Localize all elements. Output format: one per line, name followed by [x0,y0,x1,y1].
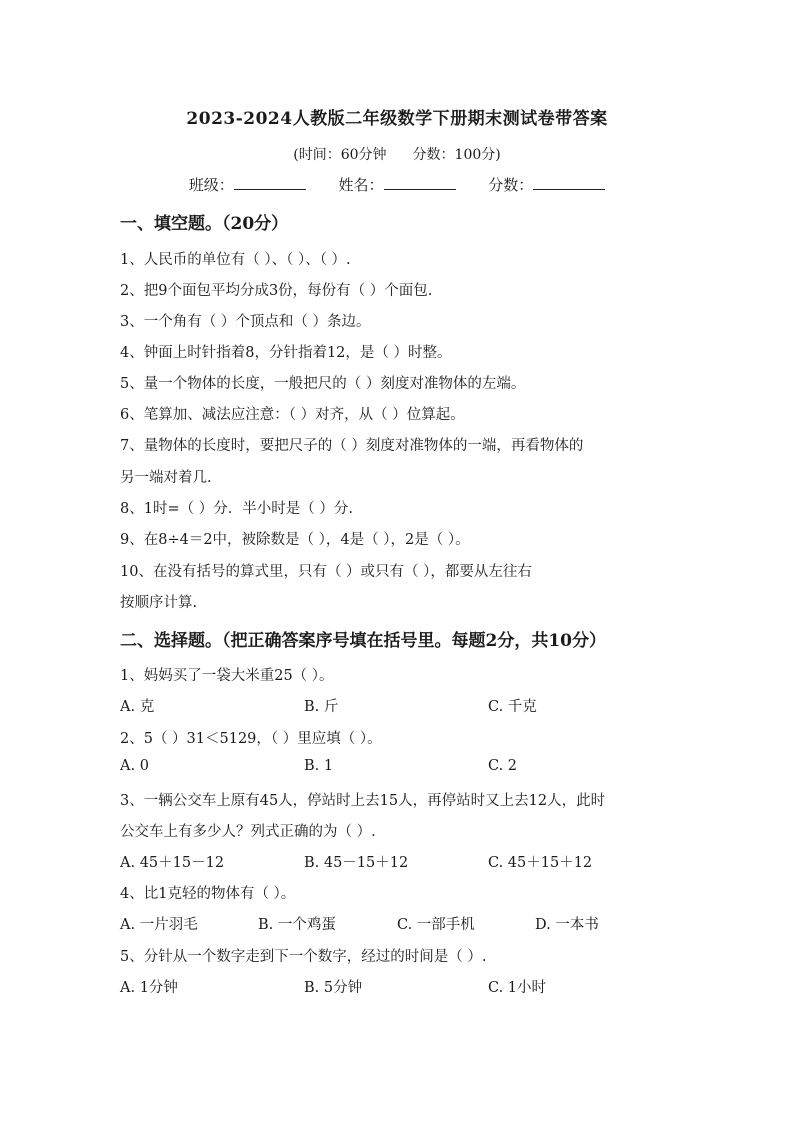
option-a[interactable]: A. 1分钟 [120,980,178,996]
option-c[interactable]: C. 一部手机 [397,917,475,933]
question-line: 2、把9个面包平均分成3份，每份有（ ）个面包. [120,283,433,299]
choice-question: 5、分针从一个数字走到下一个数字，经过的时间是（ ）. [120,949,487,965]
name-field [338,174,455,195]
section-choice-title: 二、选择题。（把正确答案序号填在括号里。每题2分，共10分） [120,631,606,651]
option-a[interactable]: A. 一片羽毛 [120,917,198,933]
page-title: 2023-2024人教版二年级数学下册期末测试卷带答案 [186,109,608,129]
score-field [488,174,605,195]
student-info-row [0,174,794,195]
class-label: 班级： [188,176,234,194]
total-score: 分数：100分) [412,147,501,163]
option-c[interactable]: C. 1小时 [488,980,547,996]
question-line-continued: 按顺序计算. [120,595,198,611]
class-field [189,174,306,195]
choice-question: 2、5（ ）31＜5129，（ ）里应填（ ）。 [120,731,382,747]
question-line: 5、量一个物体的长度，一般把尺的（ ）刻度对准物体的左端。 [120,376,526,392]
choice-question: 1、妈妈买了一袋大米重25（ ）。 [120,668,334,684]
question-line: 1、人民币的单位有（ ）、（ ）、（ ）. [120,252,351,268]
option-b[interactable]: B. 斤 [304,699,339,715]
option-d[interactable]: D. 一本书 [535,917,599,933]
question-line: 3、一个角有（ ）个顶点和（ ）条边。 [120,314,371,330]
option-b[interactable]: B. 5分钟 [304,980,363,996]
option-c[interactable]: C. 千克 [488,699,537,715]
choice-question: 3、一辆公交车上原有45人，停站时上去15人，再停站时又上去12人，此时 [120,793,606,809]
class-blank[interactable] [234,175,306,190]
option-b[interactable]: B. 一个鸡蛋 [258,917,336,933]
question-line: 4、钟面上时针指着8，分针指着12，是（ ）时整。 [120,345,452,361]
question-line: 9、在8÷4＝2中，被除数是（ ），4是（ ），2是（ ）。 [120,532,470,548]
question-line: 10、在没有括号的算式里，只有（ ）或只有（ ），都要从左往右 [120,564,532,580]
name-label: 姓名： [338,176,384,194]
score-label: 分数： [488,176,534,194]
question-line: 7、量物体的长度时，要把尺子的（ ）刻度对准物体的一端，再看物体的 [120,438,584,454]
question-line: 8、1时=（ ）分．半小时是（ ）分. [120,501,353,517]
option-c[interactable]: C. 45＋15＋12 [488,855,593,871]
choice-question-continued: 公交车上有多少人？列式正确的为（ ）. [120,824,376,840]
score-blank[interactable] [533,175,605,190]
option-a[interactable]: A. 克 [120,699,155,715]
exam-subtitle [0,144,794,164]
question-line-continued: 另一端对着几. [120,470,212,486]
choice-question: 4、比1克轻的物体有（ ）。 [120,886,296,902]
time-limit: (时间：60分钟 [293,147,387,163]
option-a[interactable]: A. 45＋15－12 [120,855,225,871]
option-b[interactable]: B. 45－15＋12 [304,855,409,871]
section-fill-in-title: 一、填空题。（20分） [120,214,289,234]
name-blank[interactable] [384,175,456,190]
option-c[interactable]: C. 2 [488,758,518,774]
option-b[interactable]: B. 1 [304,758,334,774]
question-line: 6、笔算加、减法应注意：（ ）对齐，从（ ）位算起。 [120,407,465,423]
option-a[interactable]: A. 0 [120,758,149,774]
